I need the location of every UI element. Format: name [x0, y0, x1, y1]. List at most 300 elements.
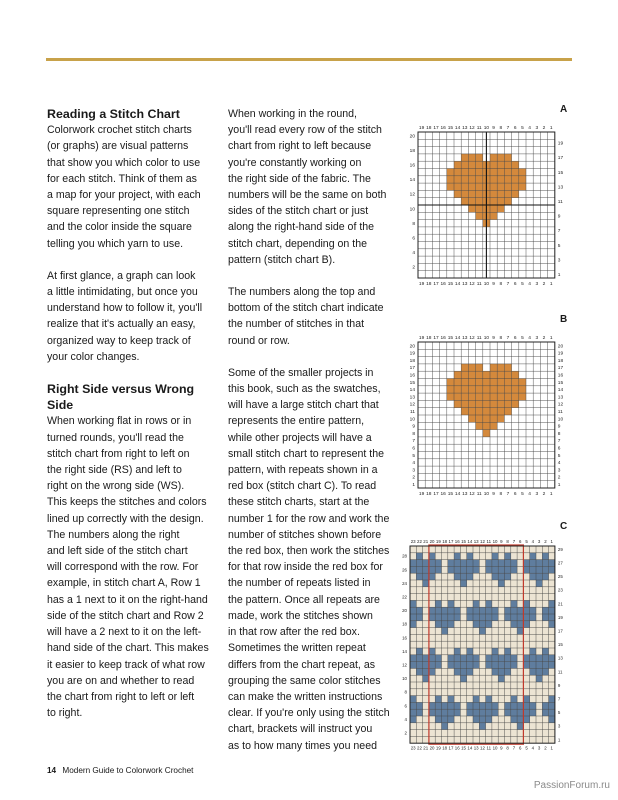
chart-cell	[549, 614, 555, 621]
row-number: 9	[557, 424, 561, 430]
chart-cell	[468, 400, 475, 407]
row-number: 6	[412, 446, 415, 452]
row-number: 3	[557, 258, 561, 264]
chart-cell	[460, 566, 466, 573]
column-number: 1	[549, 281, 553, 287]
chart-cell	[483, 422, 490, 429]
row-number: 10	[409, 207, 415, 213]
row-number: 15	[409, 380, 415, 386]
chart-cell	[523, 621, 529, 628]
chart-cell	[542, 566, 548, 573]
column-number: 10	[483, 126, 490, 131]
watermark-text: PassionForum.ru	[533, 780, 610, 791]
chart-cell	[476, 205, 483, 212]
column-number: 4	[531, 539, 535, 544]
chart-cell	[536, 662, 542, 669]
chart-cell	[442, 621, 448, 628]
chart-cell	[461, 408, 468, 415]
chart-cell	[504, 379, 511, 386]
column-number: 13	[462, 336, 468, 341]
chart-cell	[468, 364, 475, 371]
chart-cell	[461, 371, 468, 378]
column-number: 4	[528, 281, 531, 287]
column-number: 6	[513, 491, 517, 497]
chart-cell	[429, 702, 435, 709]
stitch-chart-b	[402, 330, 570, 500]
chart-cell	[454, 183, 461, 190]
chart-cell	[504, 400, 511, 407]
chart-cell	[523, 614, 529, 621]
column-number: 8	[499, 126, 503, 131]
chart-cell	[461, 169, 468, 176]
chart-cell	[498, 668, 504, 675]
column-number: 15	[447, 491, 454, 497]
row-number: 29	[557, 546, 563, 552]
chart-cell	[454, 662, 460, 669]
row-number: 17	[409, 366, 415, 372]
chart-cell	[542, 648, 548, 655]
chart-cell	[498, 560, 504, 567]
row-number: 5	[412, 453, 415, 459]
chart-cell	[435, 614, 441, 621]
chart-cell	[523, 607, 529, 614]
row-number: 8	[412, 431, 415, 437]
row-number: 4	[412, 461, 415, 467]
chart-cell	[490, 161, 497, 168]
chart-cell	[468, 379, 475, 386]
chart-cell	[410, 614, 416, 621]
chart-cell	[461, 176, 468, 183]
chart-cell	[492, 709, 498, 716]
chart-cell	[505, 566, 511, 573]
column-number: 11	[486, 539, 492, 544]
column-number: 21	[423, 745, 429, 751]
row-number: 15	[557, 380, 564, 386]
chart-cell	[468, 393, 475, 400]
chart-cell	[460, 662, 466, 669]
column-number: 9	[492, 126, 495, 131]
chart-cell	[468, 176, 475, 183]
chart-cell	[468, 183, 475, 190]
row-number: 9	[412, 424, 415, 430]
chart-cell	[479, 702, 485, 709]
chart-cell	[530, 702, 536, 709]
chart-cell	[505, 662, 511, 669]
row-number: 16	[402, 635, 407, 641]
chart-cell	[486, 662, 492, 669]
column-number: 12	[469, 126, 475, 131]
chart-cell	[454, 614, 460, 621]
chart-cell	[542, 668, 548, 675]
row-number: 16	[557, 373, 564, 379]
row-number: 19	[557, 351, 564, 357]
heading-right-side-wrong-side: Right Side versus Wrong Side	[47, 382, 195, 413]
row-number: 6	[557, 446, 561, 452]
chart-cell	[448, 621, 454, 628]
chart-cell	[490, 169, 497, 176]
chart-cell	[490, 198, 497, 205]
chart-cell	[476, 176, 483, 183]
chart-cell	[429, 566, 435, 573]
chart-cell	[549, 566, 555, 573]
chart-cell	[479, 723, 485, 730]
chart-cell	[468, 386, 475, 393]
chart-cell	[442, 723, 448, 730]
chart-cell	[467, 702, 473, 709]
chart-cell	[410, 709, 416, 716]
chart-cell	[476, 408, 483, 415]
row-number: 20	[557, 344, 564, 350]
chart-cell	[435, 655, 441, 662]
column-number: 11	[486, 745, 492, 751]
chart-cell	[468, 198, 475, 205]
row-number: 11	[557, 409, 563, 415]
chart-cell	[416, 607, 422, 614]
chart-cell	[467, 648, 473, 655]
chart-cell	[448, 614, 454, 621]
chart-cell	[490, 364, 497, 371]
chart-cell	[486, 709, 492, 716]
chart-cell	[497, 364, 504, 371]
chart-cell	[497, 161, 504, 168]
chart-cell	[476, 169, 483, 176]
chart-cell	[504, 408, 511, 415]
column-number: 15	[447, 126, 454, 131]
chart-cell	[473, 716, 479, 723]
chart-cell	[536, 566, 542, 573]
chart-cell	[517, 709, 523, 716]
chart-cell	[490, 415, 497, 422]
chart-cell	[476, 212, 483, 219]
column-number: 8	[499, 281, 503, 287]
chart-cell	[454, 668, 460, 675]
chart-cell	[447, 169, 454, 176]
row-number: 2	[412, 475, 415, 481]
chart-cell	[497, 400, 504, 407]
paragraph: Some of the smaller projects in this book, such as the swatches, will have a large stitch chart that represents the entire pattern, while other projects will have a small stitch chart to represent the pattern, with repeats shown in a red box (stitch chart C). To read these stitch charts, start at the number 1 for the row and work the number of stitches shown before the red box, then work the stitches for that row inside the red box for the number of repeats listed in the pattern. Once all repeats are made, work the stitches shown in that row after the red box. Sometimes the written repeat differs from the chart repeat, as grouping the same color stitches can make the written instructions clear. If you're only using the stitch chart, brackets will instruct you as to how many times you need	[228, 366, 390, 752]
chart-cell	[497, 169, 504, 176]
chart-cell	[454, 655, 460, 662]
chart-cell	[497, 190, 504, 197]
chart-cell	[512, 379, 519, 386]
chart-cell	[454, 709, 460, 716]
chart-cell	[454, 553, 460, 560]
book-title: Modern Guide to Colorwork Crochet	[62, 766, 194, 775]
column-number: 2	[542, 281, 546, 287]
row-number: 11	[410, 409, 415, 415]
column-number: 19	[435, 539, 441, 544]
column-number: 9	[500, 745, 503, 751]
chart-cell	[505, 553, 511, 560]
chart-cell	[490, 379, 497, 386]
chart-cell	[461, 364, 468, 371]
column-number: 13	[462, 126, 468, 131]
row-number: 19	[409, 351, 415, 357]
chart-cell	[542, 614, 548, 621]
column-number: 7	[506, 491, 510, 497]
chart-cell	[542, 709, 548, 716]
chart-cell	[448, 662, 454, 669]
chart-cell	[490, 393, 497, 400]
chart-cell	[498, 573, 504, 580]
chart-cell	[490, 386, 497, 393]
chart-cell	[467, 655, 473, 662]
chart-cell	[490, 371, 497, 378]
chart-cell	[429, 573, 435, 580]
column-number: 16	[440, 281, 446, 287]
chart-cell	[454, 161, 461, 168]
chart-cell	[505, 709, 511, 716]
chart-cell	[549, 655, 555, 662]
chart-cell	[423, 655, 429, 662]
column-number: 20	[429, 745, 435, 751]
chart-cell	[511, 709, 517, 716]
chart-cell	[454, 176, 461, 183]
column-number: 18	[426, 491, 432, 497]
chart-cell	[490, 176, 497, 183]
column-number: 17	[433, 491, 439, 497]
chart-cell	[536, 580, 542, 587]
paragraph: Colorwork crochet stitch charts (or graphs) are visual patterns that show you which color to use for each stitch. Think of them as a map for your project, with each square representing one stitch and the color inside the square telling you which yarn to use.	[47, 124, 201, 250]
chart-cell	[519, 386, 526, 393]
chart-cell	[517, 628, 523, 635]
chart-cell	[473, 662, 479, 669]
column-number: 2	[544, 745, 547, 751]
chart-cell	[505, 560, 511, 567]
row-number: 5	[557, 243, 561, 249]
row-number: 13	[557, 185, 564, 191]
chart-cell	[549, 709, 555, 716]
chart-cell	[460, 668, 466, 675]
column-number: 11	[476, 491, 482, 497]
chart-cell	[435, 607, 441, 614]
column-number: 11	[476, 281, 482, 287]
chart-cell	[492, 566, 498, 573]
chart-cell	[505, 614, 511, 621]
row-number: 11	[557, 199, 563, 205]
row-number: 11	[557, 669, 563, 675]
chart-cell	[549, 560, 555, 567]
chart-cell	[523, 662, 529, 669]
chart-cell	[454, 566, 460, 573]
row-number: 2	[404, 730, 407, 736]
chart-cell	[504, 393, 511, 400]
chart-cell	[479, 621, 485, 628]
column-number: 7	[512, 539, 516, 544]
chart-cell	[429, 560, 435, 567]
chart-cell	[497, 386, 504, 393]
column-number: 9	[492, 336, 495, 341]
chart-cell	[536, 668, 542, 675]
chart-cell	[497, 183, 504, 190]
chart-cell	[423, 675, 429, 682]
column-number: 19	[435, 745, 441, 751]
chart-cell	[461, 183, 468, 190]
chart-cell	[492, 662, 498, 669]
chart-cell	[492, 573, 498, 580]
chart-cell	[490, 205, 497, 212]
column-number: 4	[528, 336, 531, 341]
column-number: 15	[461, 745, 466, 751]
chart-cell	[468, 154, 475, 161]
column-number: 17	[448, 539, 454, 544]
chart-cell	[448, 716, 454, 723]
chart-cell	[519, 379, 526, 386]
chart-cell	[536, 655, 542, 662]
column-number: 1	[549, 491, 553, 497]
column-number: 17	[433, 281, 439, 287]
chart-cell	[479, 709, 485, 716]
chart-cell	[454, 386, 461, 393]
chart-cell	[416, 662, 422, 669]
chart-cell	[504, 364, 511, 371]
chart-cell	[447, 379, 454, 386]
row-number: 10	[402, 676, 407, 682]
chart-cell	[416, 566, 422, 573]
column-number: 12	[480, 539, 485, 544]
chart-cell	[476, 386, 483, 393]
chart-cell	[435, 709, 441, 716]
column-number: 17	[433, 336, 439, 341]
chart-cell	[416, 553, 422, 560]
chart-cell	[512, 176, 519, 183]
column-number: 7	[506, 336, 510, 341]
chart-cell	[511, 607, 517, 614]
row-number: 18	[409, 148, 415, 154]
column-number: 19	[418, 281, 425, 287]
chart-cell	[429, 648, 435, 655]
chart-cell	[447, 386, 454, 393]
chart-cell	[498, 675, 504, 682]
row-number: 20	[402, 608, 407, 614]
chart-cell	[517, 702, 523, 709]
chart-cell	[530, 709, 536, 716]
chart-cell	[473, 600, 479, 607]
chart-cell	[505, 702, 511, 709]
column-number: 18	[426, 281, 432, 287]
chart-cell	[517, 723, 523, 730]
chart-cell	[476, 154, 483, 161]
chart-cell	[519, 176, 526, 183]
chart-cell	[486, 621, 492, 628]
chart-cell	[486, 655, 492, 662]
column-number: 11	[476, 126, 482, 131]
chart-cell	[512, 400, 519, 407]
row-number: 14	[402, 648, 407, 654]
chart-cell	[530, 668, 536, 675]
chart-cell	[511, 696, 517, 703]
chart-cell	[476, 415, 483, 422]
chart-cell	[486, 560, 492, 567]
chart-cell	[429, 662, 435, 669]
chart-cell	[512, 161, 519, 168]
chart-cell	[467, 560, 473, 567]
column-number: 6	[513, 336, 517, 341]
chart-cell	[435, 566, 441, 573]
chart-cell	[423, 668, 429, 675]
column-number: 14	[467, 539, 473, 544]
chart-cell	[511, 614, 517, 621]
chart-cell	[490, 408, 497, 415]
chart-cell	[410, 696, 416, 703]
chart-cell	[473, 621, 479, 628]
chart-cell	[454, 648, 460, 655]
chart-cell	[447, 393, 454, 400]
column-number: 3	[535, 126, 539, 131]
row-number: 2	[557, 475, 561, 481]
chart-cell	[479, 607, 485, 614]
chart-cell	[483, 386, 490, 393]
chart-cell	[435, 696, 441, 703]
column-number: 10	[483, 281, 490, 287]
column-number: 16	[440, 126, 446, 131]
column-number: 13	[473, 539, 479, 544]
column-number: 5	[521, 126, 524, 131]
chart-cell	[461, 379, 468, 386]
column-number: 9	[492, 491, 495, 497]
row-number: 12	[409, 192, 415, 198]
chart-cell	[497, 176, 504, 183]
chart-cell	[416, 648, 422, 655]
chart-cell	[442, 709, 448, 716]
chart-cell	[497, 154, 504, 161]
chart-cell	[549, 662, 555, 669]
chart-cell	[416, 709, 422, 716]
row-number: 10	[557, 417, 564, 423]
row-number: 18	[557, 358, 564, 364]
column-number: 21	[423, 539, 429, 544]
chart-cell	[512, 393, 519, 400]
chart-cell	[468, 161, 475, 168]
column-number: 5	[525, 539, 528, 544]
chart-cell	[454, 190, 461, 197]
chart-cell	[497, 408, 504, 415]
chart-cell	[492, 655, 498, 662]
column-number: 10	[492, 539, 498, 544]
chart-cell	[416, 702, 422, 709]
chart-cell	[519, 393, 526, 400]
chart-cell	[492, 607, 498, 614]
chart-cell	[511, 662, 517, 669]
chart-cell	[476, 183, 483, 190]
chart-cell	[511, 655, 517, 662]
row-number: 13	[557, 395, 564, 401]
chart-cell	[479, 628, 485, 635]
row-number: 12	[402, 662, 407, 668]
chart-cell	[468, 371, 475, 378]
chart-cell	[454, 573, 460, 580]
row-number: 15	[557, 642, 563, 648]
chart-cell	[523, 655, 529, 662]
row-number: 3	[557, 723, 561, 729]
chart-cell	[476, 198, 483, 205]
row-number: 19	[557, 614, 563, 620]
chart-cell	[519, 183, 526, 190]
column-number: 1	[550, 539, 553, 544]
chart-cell	[448, 696, 454, 703]
chart-cell	[442, 628, 448, 635]
chart-cell	[461, 190, 468, 197]
chart-cell	[504, 386, 511, 393]
column-number: 12	[469, 336, 475, 341]
chart-c-label: C	[560, 521, 568, 532]
row-number: 7	[412, 439, 415, 445]
chart-cell	[497, 371, 504, 378]
row-number: 9	[557, 682, 561, 688]
chart-cell	[523, 709, 529, 716]
chart-cell	[461, 161, 468, 168]
column-number: 16	[454, 745, 460, 751]
